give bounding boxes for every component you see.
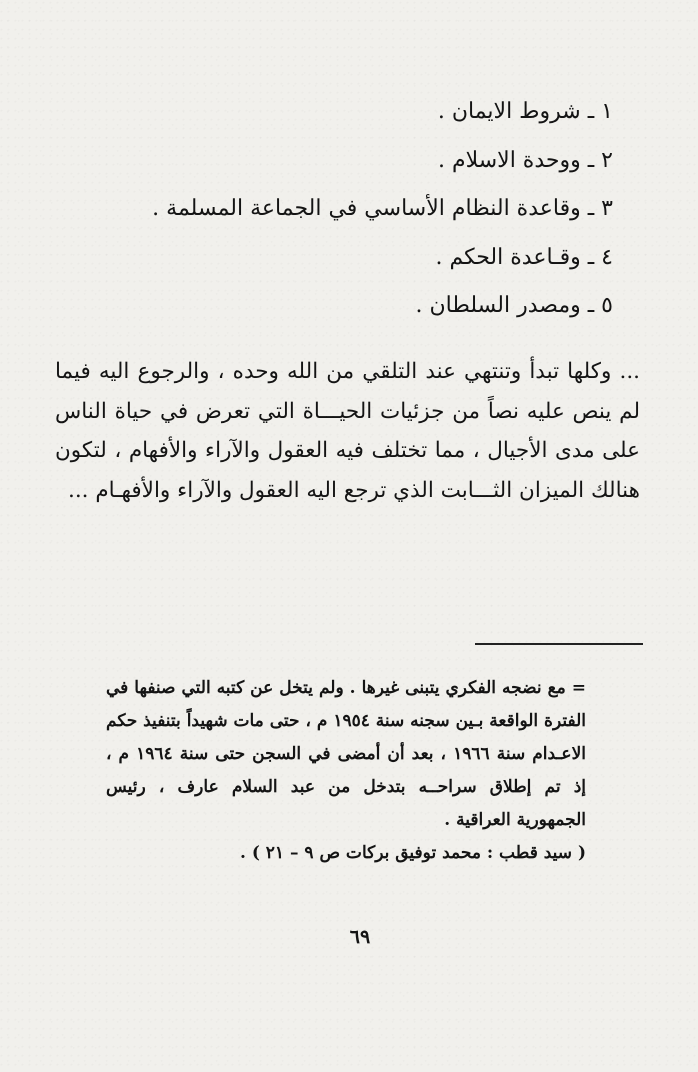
footnote-block: [106, 672, 586, 870]
list-item: ٤ ـ وقـاعدة الحكم .: [435, 244, 613, 270]
list-item: ٣ ـ وقاعدة النظام الأساسي في الجماعة المسلمة .: [152, 196, 613, 221]
list-item: ١ ـ شروط الايمان .: [437, 99, 613, 124]
footnote-text: = مع نضجه الفكري يتبنى غيرها . ولم يتخل عن كتبه التي صنفها في الفترة الواقعة بـين سجنه سنة ١٩٥٤ م ، حتى مات شهيداً بتنفيذ حكم الاعـدام سنة ١٩٦٦ ، بعد أن أمضى في السجن حتى سنة ١٩٦٤ م ، إذ تم إطلاق سراحــه بتدخل من عبد السلام عارف ، رئيس الجمهورية العراقية .: [106, 678, 586, 830]
footnote-divider: [475, 643, 643, 645]
list-item: ٥ ـ ومصدر السلطان .: [415, 293, 613, 318]
list-item: ٢ ـ ووحدة الاسلام .: [437, 147, 613, 173]
page-number: ٦٩: [349, 926, 371, 948]
principles-list: [152, 88, 613, 331]
footnote-reference: ( سيد قطب : محمد توفيق بركات ص ٩ – ٢١ ) .: [239, 843, 586, 863]
body-paragraph: ... وكلها تبدأ وتنتهي عند التلقي من الله وحده ، والرجوع اليه فيما لم ينص عليه نصاً من جزئيات الحيـــاة التي تعرض في حياة الناس على مدى الأجيال ، مما تختلف فيه العقول والآراء والأفهام ، لتكون هنالك الميزان الثـــابت الذي ترجع اليه العقول والآراء والأفهـام ...: [55, 359, 640, 503]
